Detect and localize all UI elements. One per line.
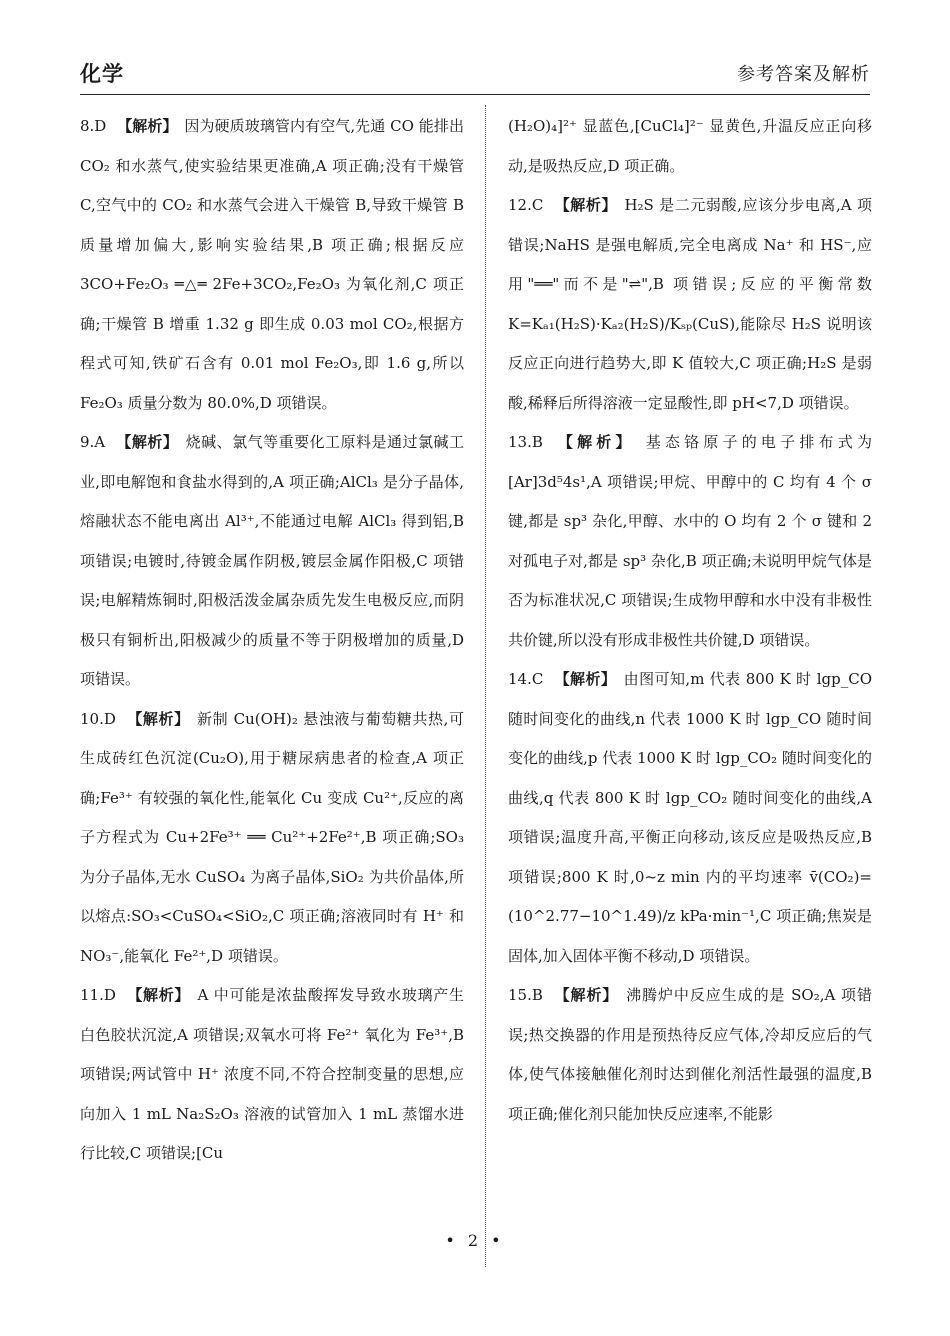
answer-text: 新制 Cu(OH)₂ 悬浊液与葡萄糖共热,可生成砖红色沉淀(Cu₂O),用于糖尿病患者的检查,A 项正确;Fe³⁺ 有较强的氧化性,能氧化 Cu 变成 Cu²⁺,反应的离子方程式为 Cu+2Fe³⁺ ══ Cu²⁺+2Fe²⁺,B 项正确;SO₃ 为分子晶体,无水 CuSO₄ 为离子晶体,SiO₂ 为共价晶体,所以熔点:SO₃<CuSO₄<SiO₂,C 项正确;溶液同时有 H⁺ 和 NO₃⁻,能氧化 Fe²⁺,D 项错误。 <box>80 709 464 965</box>
answer-item <box>80 700 464 977</box>
question-number: 8.D <box>80 117 107 135</box>
answer-item <box>508 186 872 423</box>
analysis-tag: 【解析】 <box>557 433 635 451</box>
question-number: 14.C <box>508 670 544 688</box>
analysis-tag: 【解析】 <box>127 986 191 1004</box>
answer-item <box>508 976 872 1134</box>
answer-text: 沸腾炉中反应生成的是 SO₂,A 项错误;热交换器的作用是预热待反应气体,冷却反应后的气体,使气体接触催化剂时达到催化剂活性最强的温度,B 项正确;催化剂只能加快反应速率,不能影 <box>508 986 872 1123</box>
question-number: 11.D <box>80 986 116 1004</box>
question-number: 9.A <box>80 433 106 451</box>
page-number: • 2 • <box>445 1231 505 1250</box>
analysis-tag: 【解析】 <box>117 117 178 135</box>
answer-text: 由图可知,m 代表 800 K 时 lgp_CO 随时间变化的曲线,n 代表 1000 K 时 lgp_CO 随时间变化的曲线,p 代表 1000 K 时 lgp_CO₂ 随时间变化的曲线,q 代表 800 K 时 lgp_CO₂ 随时间变化的曲线,A 项错误;温度升高,平衡正向移动,该反应是吸热反应,B 项错误;800 K 时,0~z min 内的平均速率 v̄(CO₂)=(10^2.77−10^1.49)/z kPa·min⁻¹,C 项正确;焦炭是固体,加入固体平衡不移动,D 项错误。 <box>508 670 872 965</box>
analysis-tag: 【解析】 <box>554 986 619 1004</box>
header-rule <box>80 94 870 95</box>
page-header <box>80 58 870 92</box>
analysis-tag: 【解析】 <box>554 670 617 688</box>
question-number: 13.B <box>508 433 543 451</box>
question-number: 12.C <box>508 196 544 214</box>
answer-item <box>80 107 464 423</box>
answer-text: 因为硬质玻璃管内有空气,先通 CO 能排出 CO₂ 和水蒸气,使实验结果更准确,A 项正确;没有干燥管 C,空气中的 CO₂ 和水蒸气会进入干燥管 B,导致干燥管 B 质量增加偏大,影响实验结果,B 项正确;根据反应 3CO+Fe₂O₃ ═△═ 2Fe+3CO₂,Fe₂O₃ 为氧化剂,C 项正确;干燥管 B 增重 1.32 g 即生成 0.03 mol CO₂,根据方程式可知,铁矿石含有 0.01 mol Fe₂O₃,即 1.6 g,所以 Fe₂O₃ 质量分数为 80.0%,D 项错误。 <box>80 117 464 412</box>
answer-text: 烧碱、氯气等重要化工原料是通过氯碱工业,即电解饱和食盐水得到的,A 项正确;AlCl₃ 是分子晶体,熔融状态不能电离出 Al³⁺,不能通过电解 AlCl₃ 得到铝,B 项错误;电镀时,待镀金属作阴极,镀层金属作阳极,C 项错误;电解精炼铜时,阳极活泼金属杂质先发生电极反应,而阴极只有铜析出,阳极减少的质量不等于阴极增加的质量,D 项错误。 <box>80 433 464 688</box>
answer-item <box>508 423 872 660</box>
answer-text: H₂S 是二元弱酸,应该分步电离,A 项错误;NaHS 是强电解质,完全电离成 Na⁺ 和 HS⁻,应用"══"而不是"⇌",B 项错误;反应的平衡常数 K=Kₐ₁(H₂S)·Kₐ₂(H₂S)/Kₛₚ(CuS),能除尽 H₂S 说明该反应正向进行趋势大,即 K 值较大,C 项正确;H₂S 是弱酸,稀释后所得溶液一定显酸性,即 pH<7,D 项错误。 <box>508 196 872 412</box>
analysis-tag: 【解析】 <box>127 709 190 728</box>
analysis-tag: 【解析】 <box>554 196 618 214</box>
right-column <box>508 107 872 1134</box>
answer-item <box>80 976 464 1174</box>
subject-label: 化学 <box>80 61 124 86</box>
analysis-tag: 【解析】 <box>116 433 179 451</box>
answer-text: 基态铬原子的电子排布式为 [Ar]3d⁵4s¹,A 项错误;甲烷、甲醇中的 C 均有 4 个 σ 键,都是 sp³ 杂化,甲醇、水中的 O 均有 2 个 σ 键和 2 对孤电子对,都是 sp³ 杂化,B 项正确;未说明甲烷气体是否为标准状况,C 项错误;生成物甲醇和水中没有非极性共价键,所以没有形成非极性共价键,D 项错误。 <box>508 433 872 649</box>
answer-text: (H₂O)₄]²⁺ 显蓝色,[CuCl₄]²⁻ 显黄色,升温反应正向移动,是吸热反应,D 项正确。 <box>508 117 872 175</box>
answer-item <box>508 660 872 976</box>
answer-item <box>80 423 464 700</box>
answer-item-continued <box>508 107 872 186</box>
question-number: 15.B <box>508 986 543 1004</box>
document-title: 参考答案及解析 <box>737 64 870 85</box>
column-divider <box>485 105 486 1267</box>
question-number: 10.D <box>80 709 116 728</box>
left-column <box>80 107 464 1174</box>
answer-text: A 中可能是浓盐酸挥发导致水玻璃产生白色胶状沉淀,A 项错误;双氧水可将 Fe²⁺ 氧化为 Fe³⁺,B 项错误;两试管中 H⁺ 浓度不同,不符合控制变量的思想,应向加入 1 mL Na₂S₂O₃ 溶液的试管加入 1 mL 蒸馏水进行比较,C 项错误;[Cu <box>80 986 464 1162</box>
